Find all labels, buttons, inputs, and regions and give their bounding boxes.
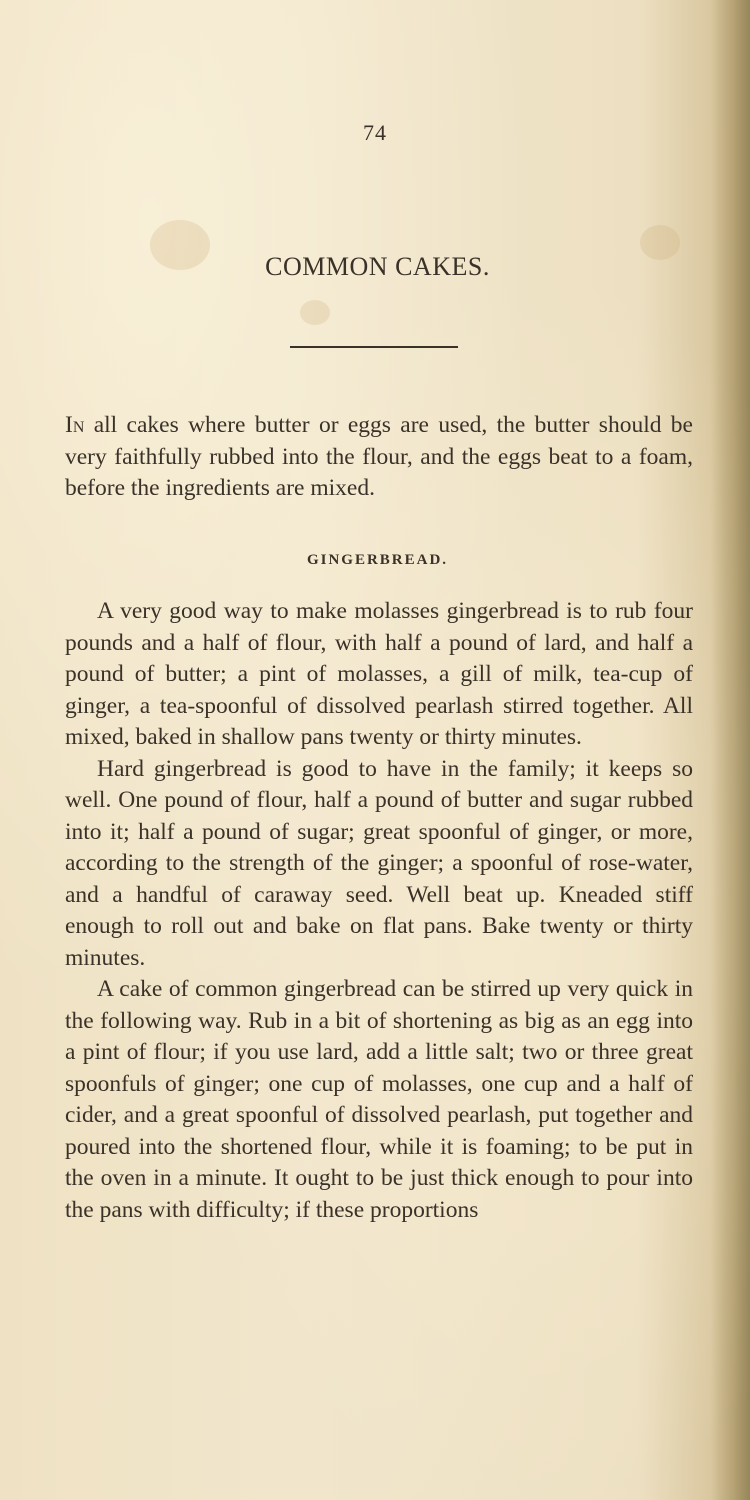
intro-text: all cakes where butter or eggs are used, the butter should be very faithfully rubbed into the flour, and the eggs beat to a foam, before the ingredients are mixed. — [65, 412, 693, 501]
intro-first-word: In — [65, 412, 85, 438]
paragraph-molasses-gingerbread: A very good way to make molasses gingerbread is to rub four pounds and a half of flour, with half a pound of lard, and half a pound of butter; a pint of molasses, a gill of milk, tea-cup of ginger, a tea-spoonful of dissolved pearlash stirred together. All mixed, baked in shallow pans twenty or thirty minutes. — [65, 598, 693, 750]
section-heading: GINGERBREAD. — [306, 552, 449, 568]
paragraph-hard-gingerbread: Hard gingerbread is good to have in the family; it keeps so well. One pound of flour, half a pound of butter and sugar rubbed into it; half a pound of sugar; great spoonful of ginger, or more, according to the strength of the ginger; a spoonful of rose-water, and a handful of caraway seed. Well beat up. Kneaded stiff enough to roll out and bake on flat pans. Bake twenty or thirty minutes. — [65, 755, 693, 971]
page-edge-shadow — [710, 0, 750, 1500]
chapter-title: COMMON CAKES. — [265, 252, 490, 281]
paragraph-common-gingerbread: A cake of common gingerbread can be stirred up very quick in the following way. Rub in a bit of shortening as big as an egg into a pint of flour; if you use lard, add a little salt; two or three great spoonfuls of ginger; one cup of molasses, one cup and a half of cider, and a great spoonful of dissolved pearlash, put together and poured into the shortened flour, while it is foaming; to be put in the oven in a minute. It ought to be just thick enough to pour into the pans with difficulty; if these proportions — [65, 976, 693, 1223]
intro-paragraph — [65, 410, 693, 505]
paper-stain — [300, 300, 330, 325]
body-text — [65, 596, 693, 1226]
title-divider — [290, 346, 458, 348]
page-number: 74 — [363, 120, 387, 145]
